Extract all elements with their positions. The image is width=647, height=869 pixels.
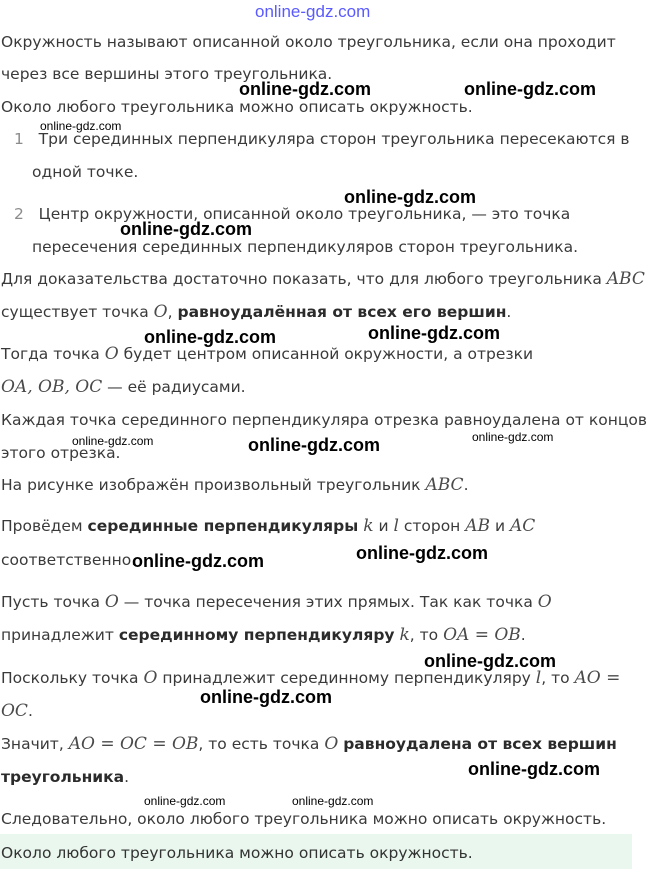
- math-o: O: [143, 668, 158, 688]
- math-l: l: [393, 516, 399, 536]
- math-equality-chain: AO = OC = OB: [68, 734, 199, 754]
- math-ao-eq: AO =: [574, 668, 621, 688]
- math-l: l: [535, 668, 542, 688]
- math-k: k: [399, 625, 410, 645]
- proof-line: существует точка O, равноудалённая от всех его вершин.: [1, 302, 512, 322]
- watermark: online-gdz.com: [248, 435, 380, 455]
- watermark: online-gdz.com: [132, 551, 264, 571]
- bold-phrase: равноудалённая от всех его вершин: [177, 303, 507, 321]
- math-o: O: [324, 734, 339, 754]
- watermark: online-gdz.com: [464, 79, 596, 99]
- math-abc: ABC: [425, 475, 464, 495]
- watermark: online-gdz.com: [472, 430, 554, 444]
- proof-line: Поскольку точка O принадлежит серединному перпендикуляру l, то AO =: [1, 668, 621, 688]
- bold-phrase: равноудалена от всех вершин: [343, 735, 617, 753]
- math-o: O: [104, 344, 119, 364]
- proof-line: принадлежит серединному перпендикуляру k, то OA = OB.: [1, 625, 526, 645]
- proof-line: треугольника.: [1, 768, 130, 786]
- watermark: online-gdz.com: [144, 327, 276, 347]
- math-o: O: [104, 592, 119, 612]
- bold-phrase: серединные перпендикуляры: [87, 517, 359, 535]
- proof-line: Значит, AO = OC = OB, то есть точка O равноудалена от всех вершин: [1, 734, 617, 754]
- watermark: online-gdz.com: [344, 187, 476, 207]
- list-item-text: Центр окружности, описанной около треугольника, — это точка: [38, 205, 571, 223]
- proof-line: OC.: [1, 701, 33, 721]
- list-item-text: Три серединных перпендикуляра сторон треугольника пересекаются в: [38, 130, 630, 148]
- theorem-statement: Около любого треугольника можно описать окружность.: [1, 98, 473, 116]
- proof-line: соответственно.: [1, 551, 137, 569]
- math-o: O: [537, 592, 552, 612]
- proof-line: Для доказательства достаточно показать, что для любого треугольника ABC: [1, 269, 645, 289]
- lemma-line-2: этого отрезка.: [1, 444, 121, 462]
- watermark: online-gdz.com: [120, 219, 252, 239]
- watermark: online-gdz.com: [356, 543, 488, 563]
- lemma-line-1: Каждая точка серединного перпендикуляра отрезка равноудалена от концов: [1, 411, 647, 429]
- list-item: [14, 204, 570, 224]
- math-oc: OC: [1, 701, 28, 721]
- watermark: online-gdz.com: [468, 759, 600, 779]
- watermark: online-gdz.com: [368, 323, 500, 343]
- watermark: online-gdz.com: [40, 119, 122, 133]
- math-abc: ABC: [606, 269, 645, 289]
- list-number: 2: [14, 205, 24, 223]
- math-ab: AB: [465, 516, 491, 536]
- proof-line: OA, OB, OC — её радиусами.: [1, 377, 246, 397]
- watermark: online-gdz.com: [424, 651, 556, 671]
- definition-line-2: через все вершины этого треугольника.: [1, 65, 333, 83]
- watermark: online-gdz.com: [239, 79, 371, 99]
- watermark: online-gdz.com: [144, 794, 226, 808]
- watermark: online-gdz.com: [292, 794, 374, 808]
- math-ac: AC: [510, 516, 536, 536]
- math-oa-eq-ob: OA = OB: [443, 625, 521, 645]
- proof-line: Провёдем серединные перпендикуляры k и l сторон AB и AC: [1, 516, 536, 536]
- list-item-text-cont: пересечения серединных перпендикуляров сторон треугольника.: [32, 238, 578, 256]
- proof-line: Пусть точка O — точка пересечения этих прямых. Так как точка O: [1, 592, 552, 612]
- math-o: O: [153, 302, 168, 322]
- proof-line: Тогда точка O будет центром описанной окружности, а отрезки: [1, 344, 534, 364]
- definition-line-1: Окружность называют описанной около треугольника, если она проходит: [1, 33, 616, 51]
- bold-phrase: треугольника: [1, 768, 125, 786]
- bold-phrase: серединному перпендикуляру: [118, 626, 395, 644]
- math-k: k: [363, 516, 374, 536]
- proof-line: На рисунке изображён произвольный треугольник ABC.: [1, 475, 469, 495]
- list-item-text-cont: одной точке.: [32, 163, 139, 181]
- watermark: online-gdz.com: [255, 2, 371, 21]
- watermark: online-gdz.com: [72, 434, 154, 448]
- conclusion-line: Следовательно, около любого треугольника можно описать окружность.: [1, 810, 607, 828]
- watermark: online-gdz.com: [200, 687, 332, 707]
- conclusion-highlight-text: Около любого треугольника можно описать окружность.: [1, 844, 473, 862]
- list-number: 1: [14, 130, 24, 148]
- math-segments: OA, OB, OC: [1, 377, 103, 397]
